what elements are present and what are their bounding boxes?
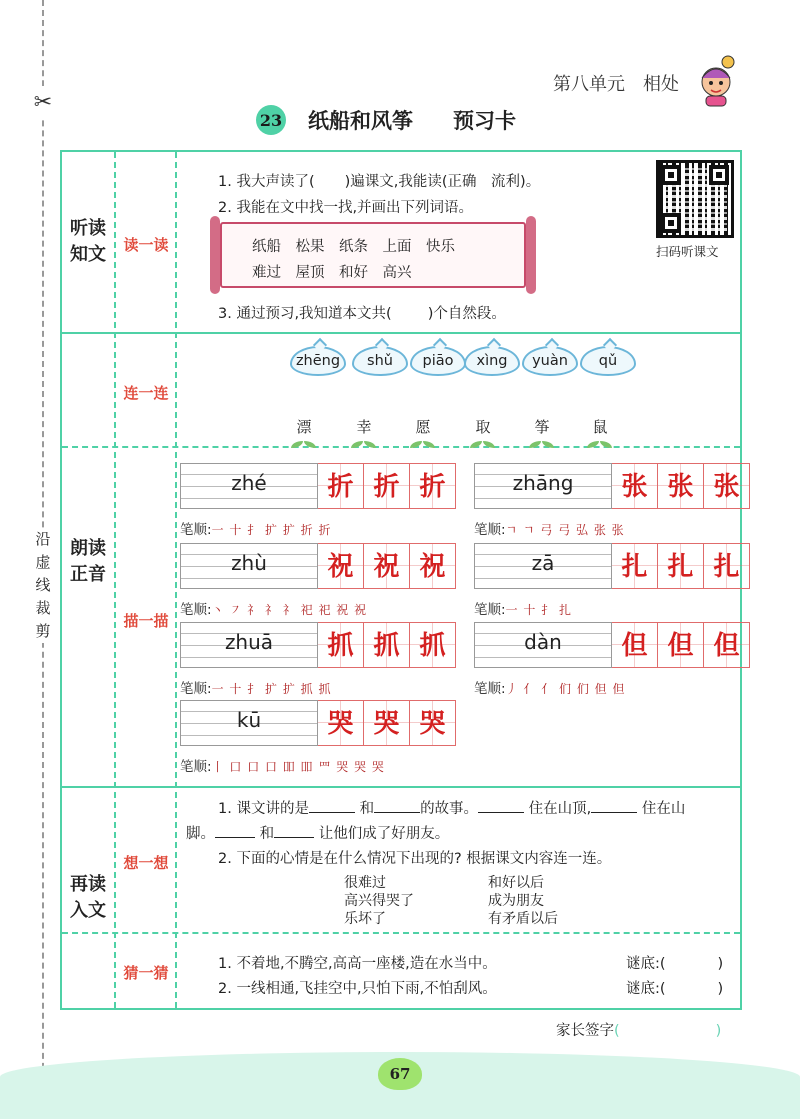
unit-number: 第八单元 xyxy=(553,74,625,95)
sprout-char[interactable]: 幸 xyxy=(344,416,384,451)
word-list-row: 纸船 松果 纸条 上面 快乐 xyxy=(252,239,455,255)
char-cell[interactable]: 祝 xyxy=(318,543,364,589)
parent-signature[interactable]: 家长签字( ) xyxy=(556,1023,722,1039)
char-cell[interactable]: 但 xyxy=(612,622,658,668)
cut-instruction: 沿 虚 线 裁 剪 xyxy=(28,528,58,643)
mood-left-item[interactable]: 乐坏了 xyxy=(344,911,386,927)
char-cell[interactable]: 扎 xyxy=(612,543,658,589)
stroke-order: 笔顺:一 十 扌 扩 扩 抓 抓 xyxy=(180,681,332,697)
stroke-order: 笔顺:丶 ㇇ 礻 礻 礻 祀 祀 祝 祝 xyxy=(180,602,368,618)
leaf-icon xyxy=(403,441,443,451)
writing-grid[interactable] xyxy=(474,543,750,589)
sprout-char[interactable]: 取 xyxy=(463,416,503,451)
writing-grid[interactable] xyxy=(180,622,456,668)
pinyin-box: zā xyxy=(474,543,612,589)
char-cell[interactable]: 张 xyxy=(612,463,658,509)
riddle-2: 2. 一线相通,飞挂空中,只怕下雨,不怕刮风。 xyxy=(218,981,497,997)
answer-blank[interactable] xyxy=(274,824,314,838)
char-cell[interactable]: 扎 xyxy=(704,543,750,589)
char-cell[interactable]: 扎 xyxy=(658,543,704,589)
stroke-order: 笔顺:一 十 扌 扩 扩 折 折 xyxy=(180,522,332,538)
section-divider xyxy=(62,332,740,334)
writing-grid[interactable] xyxy=(474,622,750,668)
pinyin-bubble[interactable]: piāo xyxy=(410,346,466,376)
answer-blank[interactable] xyxy=(309,799,355,813)
answer-blank[interactable] xyxy=(591,799,637,813)
char-cell[interactable]: 抓 xyxy=(318,622,364,668)
column-divider xyxy=(114,152,116,1008)
writing-grid[interactable] xyxy=(180,700,456,746)
unit-theme: 相处 xyxy=(643,74,679,95)
word-list-row: 难过 屋顶 和好 高兴 xyxy=(252,265,412,281)
writing-grid[interactable] xyxy=(180,543,456,589)
char-cell[interactable]: 张 xyxy=(658,463,704,509)
pinyin-bubble[interactable]: shǔ xyxy=(352,346,408,376)
answer-blank[interactable] xyxy=(215,824,255,838)
qr-caption: 扫码听课文 xyxy=(656,244,719,259)
mascot-icon xyxy=(692,52,744,108)
sprout-char[interactable]: 鼠 xyxy=(580,416,620,451)
section-label-listen: 听读 知文 xyxy=(70,218,106,265)
riddle-2-answer[interactable]: 谜底:( ) xyxy=(626,981,724,997)
page-number: 67 xyxy=(378,1058,422,1090)
leaf-icon xyxy=(522,441,562,451)
unit-heading xyxy=(553,70,679,96)
pinyin-bubble[interactable]: qǔ xyxy=(580,346,636,376)
scissors-icon: ✂ xyxy=(30,86,56,120)
sub-label-trace: 描一描 xyxy=(123,612,169,630)
char-cell[interactable]: 哭 xyxy=(318,700,364,746)
char-cell[interactable]: 祝 xyxy=(410,543,456,589)
section-divider xyxy=(62,786,740,788)
pinyin-box: kū xyxy=(180,700,318,746)
char-cell[interactable]: 折 xyxy=(410,463,456,509)
row-divider xyxy=(62,932,740,934)
stroke-order: 笔顺:丨 口 口 口 吅 吅 罒 哭 哭 哭 xyxy=(180,759,385,775)
char-cell[interactable]: 折 xyxy=(364,463,410,509)
sprout-char[interactable]: 漂 xyxy=(284,416,324,451)
stroke-order: 笔顺:一 十 扌 扎 xyxy=(474,602,573,618)
mood-left-item[interactable]: 高兴得哭了 xyxy=(344,893,414,909)
lesson-title: 纸船和风筝 xyxy=(308,108,413,133)
column-divider xyxy=(175,152,177,1008)
sub-label-think: 想一想 xyxy=(123,854,169,872)
pinyin-box: zhé xyxy=(180,463,318,509)
pinyin-bubble[interactable]: xìng xyxy=(464,346,520,376)
answer-blank[interactable] xyxy=(478,799,524,813)
read-question-1: 1. 我大声读了( )遍课文,我能读(正确 流利)。 xyxy=(218,174,541,190)
lesson-number-badge: 23 xyxy=(256,105,286,135)
pinyin-box: dàn xyxy=(474,622,612,668)
section-label-pronounce: 朗读 正音 xyxy=(70,538,106,585)
char-cell[interactable]: 抓 xyxy=(364,622,410,668)
think-question-2: 2. 下面的心情是在什么情况下出现的? 根据课文内容连一连。 xyxy=(218,851,612,867)
sprout-char[interactable]: 愿 xyxy=(403,416,443,451)
char-cell[interactable]: 哭 xyxy=(410,700,456,746)
leaf-icon xyxy=(284,441,324,451)
leaf-icon xyxy=(580,441,620,451)
stroke-order: 笔顺:丿 亻 亻 们 们 但 但 xyxy=(474,681,626,697)
char-cell[interactable]: 张 xyxy=(704,463,750,509)
read-question-3: 3. 通过预习,我知道本文共( )个自然段。 xyxy=(218,306,506,322)
pinyin-box: zhù xyxy=(180,543,318,589)
char-cell[interactable]: 祝 xyxy=(364,543,410,589)
qr-code-icon[interactable] xyxy=(656,160,734,238)
lesson-title-row xyxy=(256,104,516,136)
riddle-1: 1. 不着地,不腾空,高高一座楼,造在水当中。 xyxy=(218,956,497,972)
leaf-icon xyxy=(463,441,503,451)
read-question-2: 2. 我能在文中找一找,并画出下列词语。 xyxy=(218,200,474,216)
sub-label-read: 读一读 xyxy=(123,236,169,254)
section-label-reread: 再读 入文 xyxy=(70,874,106,921)
stroke-order: 笔顺:ㄱ ㄱ 弓 弓 弘 张 张 xyxy=(474,522,625,538)
pinyin-bubble[interactable]: yuàn xyxy=(522,346,578,376)
mood-right-item[interactable]: 和好以后 xyxy=(488,875,544,891)
sprout-char[interactable]: 筝 xyxy=(522,416,562,451)
pinyin-box: zhāng xyxy=(474,463,612,509)
sub-label-connect: 连一连 xyxy=(123,384,169,402)
card-title: 预习卡 xyxy=(453,108,516,133)
pinyin-bubble[interactable]: zhēng xyxy=(290,346,346,376)
leaf-icon xyxy=(344,441,384,451)
writing-grid[interactable] xyxy=(474,463,750,509)
mood-right-item[interactable]: 有矛盾以后 xyxy=(488,911,558,927)
writing-grid[interactable] xyxy=(180,463,456,509)
think-question-1-line1: 1. 课文讲的是 和 的故事。 住在山顶, 住在山 xyxy=(218,801,686,817)
answer-blank[interactable] xyxy=(374,799,420,813)
think-question-1-line2: 脚。 和 让他们成了好朋友。 xyxy=(186,826,450,842)
sub-label-guess: 猜一猜 xyxy=(123,964,169,982)
mood-right-item[interactable]: 成为朋友 xyxy=(488,893,544,909)
pinyin-box: zhuā xyxy=(180,622,318,668)
char-cell[interactable]: 抓 xyxy=(410,622,456,668)
char-cell[interactable]: 折 xyxy=(318,463,364,509)
char-cell[interactable]: 但 xyxy=(704,622,750,668)
char-cell[interactable]: 哭 xyxy=(364,700,410,746)
riddle-1-answer[interactable]: 谜底:( ) xyxy=(626,956,724,972)
char-cell[interactable]: 但 xyxy=(658,622,704,668)
mood-left-item[interactable]: 很难过 xyxy=(344,875,386,891)
row-divider xyxy=(62,446,740,448)
